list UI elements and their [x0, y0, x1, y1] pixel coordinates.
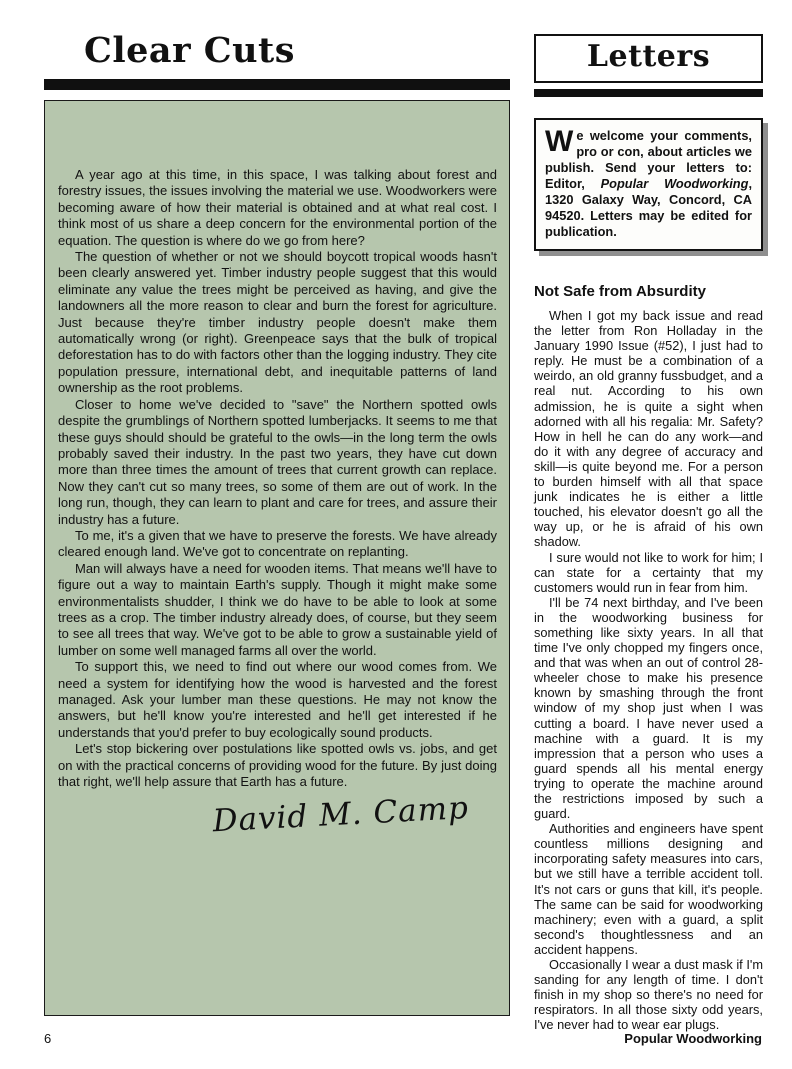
clear-cuts-title: Clear Cuts: [84, 30, 295, 71]
editorial-paragraph: Let's stop bickering over postulations like spotted owls vs. jobs, and get on with the practical concerns of providing wood for the future. By just doing that right, we'll help assure that Earth has a future.: [58, 741, 497, 790]
letter-paragraph: Authorities and engineers have spent countless millions designing and incorporating safety measures into cars, but we still have a terrible accident toll. It's not cars or guns that kill, it's people. The same can be said for woodworking machinery; even with a guard, a split second's thoughtlessness and an accident happens.: [534, 821, 763, 957]
editorial-paragraph: The question of whether or not we should boycott tropical woods hasn't been clearly answered yet. Timber industry people suggest that this would eliminate any value the trees might be perceived as having, and give the landowners all the more reason to clear and burn the forest for agriculture. Just because they're timber industry people doesn't make them automatically wrong (or right). Greenpeace says that the bulk of tropical deforestation has to do with factors other than the logging industry. They cite population pressure, international debt, and inequitable patterns of land ownership as the root problems.: [58, 249, 497, 396]
welcome-box: [534, 118, 763, 251]
editorial-paragraph: Man will always have a need for wooden items. That means we'll have to figure out a way to maintain Earth's supply. Though it might make some environmentalists shudder, I think we do have to be able to look at some trees as a crop. The timber industry already does, of course, but they seem to see all trees that way. We've got to be able to grow a sustainable yield of lumber on some well managed farms all over the world.: [58, 560, 497, 658]
welcome-text-before: e welcome your comments, pro or con, about articles we publish. Send your letters to: Editor,: [545, 128, 752, 191]
letter-paragraph: I sure would not like to work for him; I can state for a certainty that my customers would run in fear from him.: [534, 549, 763, 595]
letters-column: [534, 34, 763, 1033]
letters-title-box: [534, 34, 763, 83]
signature: David M. Camp: [211, 790, 470, 840]
editorial-box: [44, 100, 510, 1016]
clear-cuts-column: [44, 28, 510, 1016]
editorial-paragraph: To me, it's a given that we have to preserve the forests. We have already cleared enough land. We've got to concentrate on replanting.: [58, 527, 497, 560]
letter-paragraph: I'll be 74 next birthday, and I've been in the woodworking business for something like sixty years. In all that time I've only chopped my fingers once, and that was when an out of control 28-wheeler chose to make his presence known by smashing through the front window of my shop just when I was cutting a board. I have never used a machine with a guard. It is my impression that a person who uses a guard spends all his mental energy trying to operate the machine around the restrictions imposed by such a guard.: [534, 594, 763, 822]
letter-paragraph: Occasionally I wear a dust mask if I'm sanding for any length of time. I don't finish in my shop so there's no need for respirators. In all those sixty odd years, I've never had to wear ear plugs.: [534, 957, 763, 1033]
letter-body: [534, 308, 763, 1033]
clear-cuts-rule: [44, 79, 510, 90]
letters-title: Letters: [586, 39, 711, 74]
editorial-paragraph: To support this, we need to find out where our wood comes from. We need a system for identifying how the wood is harvested and the forest managed. Ask your lumber man these questions. He may not know the answers, but he'll know you're interested and he'll get interested if he understands that you'd prefer to buy ecologically sound products.: [58, 659, 497, 740]
editorial-paragraph: A year ago at this time, in this space, I was talking about forest and forestry issues, the issues involving the material we use. Woodworkers were becoming aware of how their material is obtained and at what real cost. I think most of us share a deep concern for the environmental portion of the equation. The question is where do we go from here?: [58, 167, 497, 248]
letters-rule: [534, 89, 763, 97]
page-number: 6: [44, 1031, 52, 1046]
editorial-paragraph: Closer to home we've decided to "save" the Northern spotted owls despite the grumblings of Northern spotted lumberjacks. It seems to me that these guys should should be grateful to the owls—in the long term the owls probably saved their industry. In the past two years, they have cut down more than three times the amount of trees that current growth can replace. Now they can't cut so many trees, so some of them are out of work. In the long run, though, they can learn to plant and care for trees, and assure their industry has a future.: [58, 396, 497, 527]
welcome-magazine-name: Popular Woodworking: [600, 176, 749, 191]
letter-heading: Not Safe from Absurdity: [534, 283, 706, 300]
footer-magazine-name: Popular Woodworking: [624, 1031, 762, 1046]
welcome-dropcap: W: [545, 125, 574, 158]
letter-paragraph: When I got my back issue and read the letter from Ron Holladay in the January 1990 Issue (#52), I just had to reply. He must be a combination of a weirdo, an old granny fussbudget, and a real nut. According to his own admission, he is quite a sight when adorned with all his regalia: Mr. Safety? How in hell he can do any work—and do it with any degree of accuracy and skill—is quite beyond me. For a person to burden himself with all that space junk indicates he is either a little touched, his elevator doesn't go all the way up, or he is afraid of his own shadow.: [534, 308, 763, 550]
welcome-text-after: , 1320 Galaxy Way, Concord, CA 94520. Letters may be edited for publication.: [545, 176, 752, 239]
